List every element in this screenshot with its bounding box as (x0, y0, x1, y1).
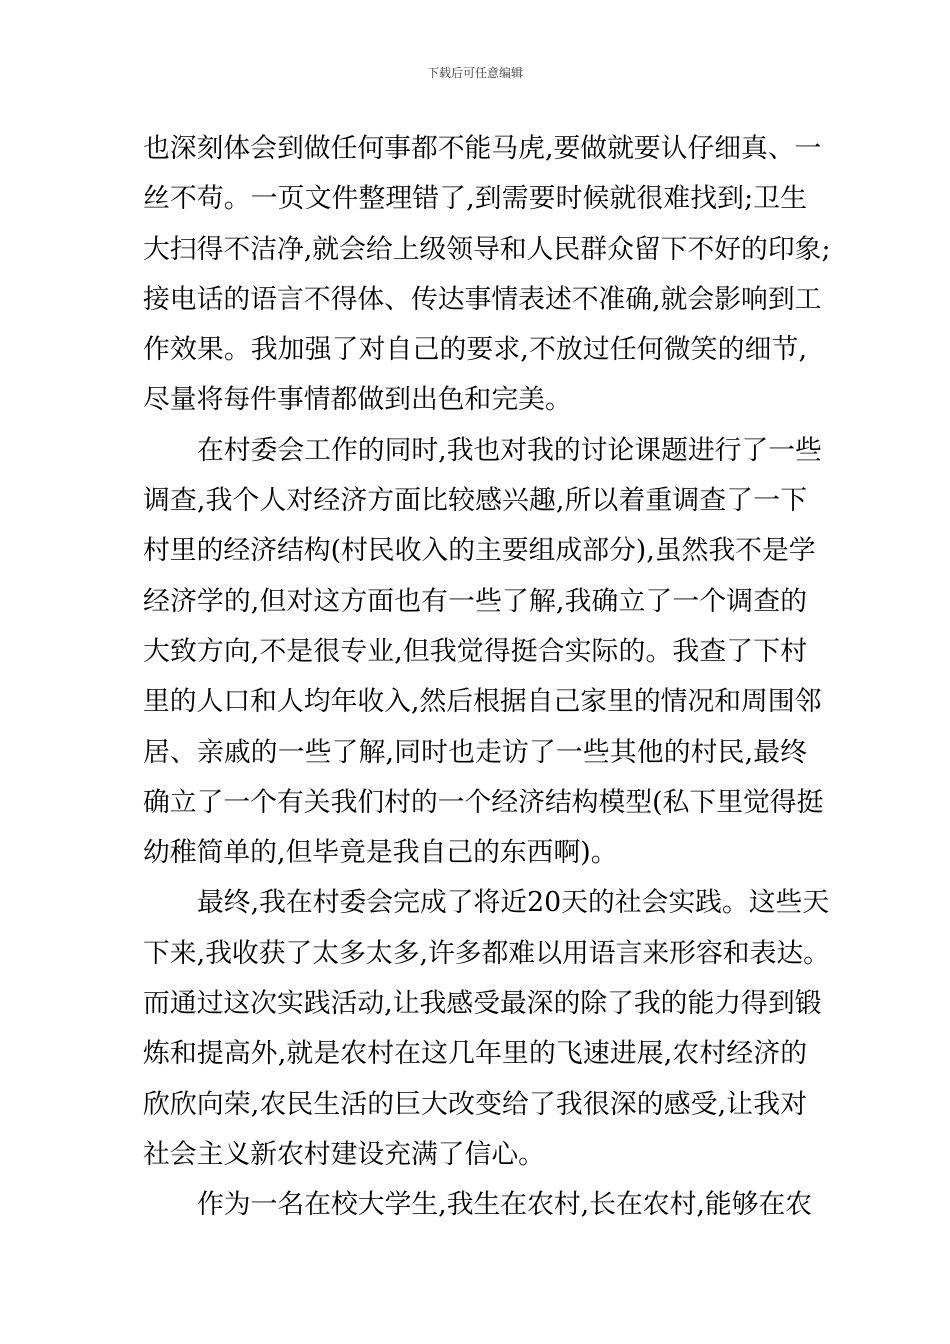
text-line: 也深刻体会到做任何事都不能马虎,要做就要认仔细真、一 (143, 133, 822, 164)
text-line: 经济学的,但对这方面也有一些了解,我确立了一个调查的 (143, 585, 807, 617)
text-line: 而通过这次实践活动,让我感受最深的除了我的能力得到锻 (143, 988, 822, 1020)
text-line: 炼和提高外,就是农村在这几年里的飞速进展,农村经济的 (143, 1038, 807, 1070)
text-line: 在村委会工作的同时,我也对我的讨论课题进行了一些 (197, 434, 822, 466)
text-line: 调查,我个人对经济方面比较感兴趣,所以着重调查了一下 (143, 485, 807, 517)
text-line: 接电话的语言不得体、传达事情表述不准确,就会影响到工 (143, 283, 822, 315)
text-line: 最终,我在村委会完成了将近20天的社会实践。这些天 (197, 887, 830, 919)
text-line: 作效果。我加强了对自己的要求,不放过任何微笑的细节, (143, 334, 807, 366)
text-line: 下来,我收获了太多太多,许多都难以用语言来形容和表达。 (143, 937, 830, 969)
text-line: 社会主义新农村建设充满了信心。 (143, 1138, 545, 1170)
text-line: 作为一名在校大学生,我生在农村,长在农村,能够在农 (197, 1189, 813, 1221)
document-body (143, 124, 831, 1231)
text-line: 大扫得不洁净,就会给上级领导和人民群众留下不好的印象; (143, 233, 831, 265)
text-line: 幼稚简单的,但毕竟是我自己的东西啊)。 (143, 837, 618, 869)
text-line: 丝不苟。一页文件整理错了,到需要时候就很难找到;卫生 (143, 183, 807, 215)
text-line: 确立了一个有关我们村的一个经济结构模型(私下里觉得挺 (143, 786, 824, 818)
text-line: 里的人口和人均年收入,然后根据自己家里的情况和周围邻 (143, 686, 822, 718)
text-line: 欣欣向荣,农民生活的巨大改变给了我很深的感受,让我对 (143, 1088, 807, 1120)
text-line: 尽量将每件事情都做到出色和完美。 (143, 384, 572, 416)
text-line: 村里的经济结构(村民收入的主要组成部分),虽然我不是学 (143, 535, 816, 567)
text-line: 居、亲戚的一些了解,同时也走访了一些其他的村民,最终 (143, 736, 807, 768)
text-line: 大致方向,不是很专业,但我觉得挺合实际的。我查了下村 (143, 635, 807, 667)
page-header: 下载后可任意编辑 (426, 66, 523, 80)
